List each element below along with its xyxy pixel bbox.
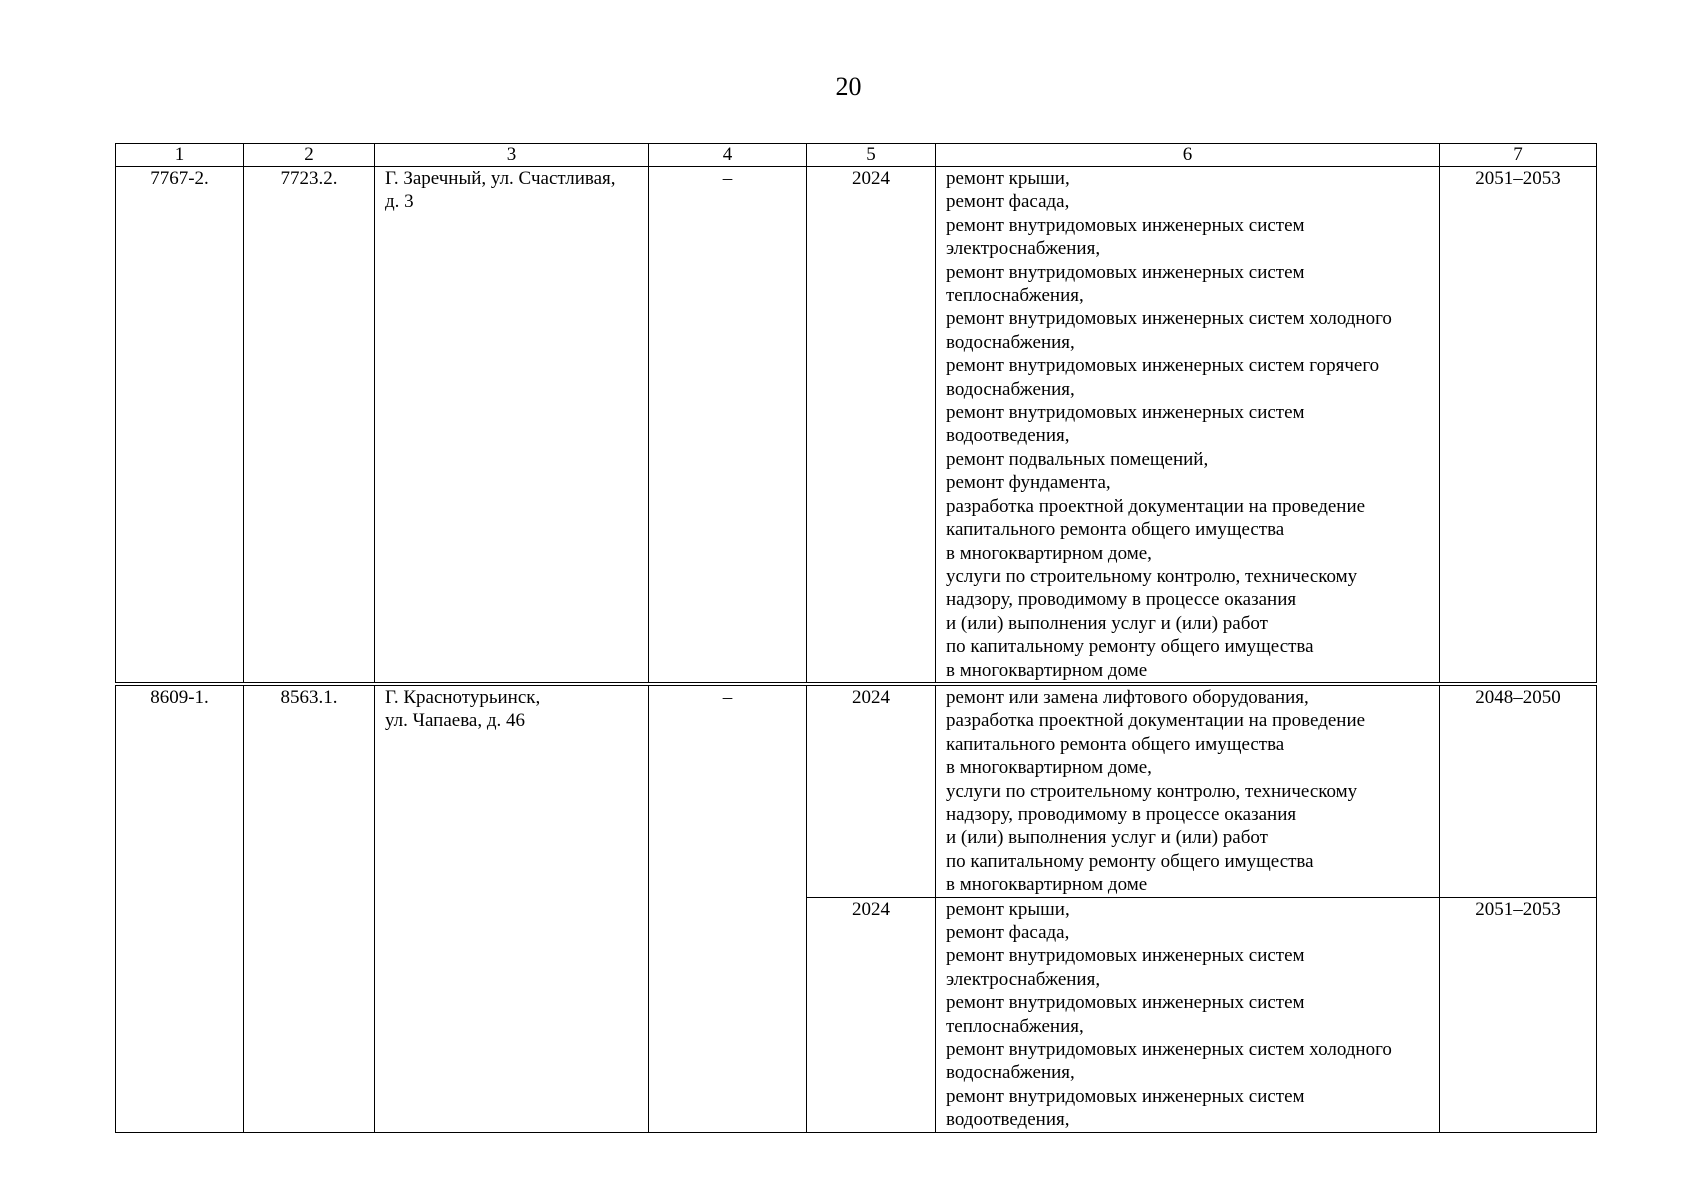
work-item: ремонт внутридомовых инженерных систем холодного <box>946 308 1392 330</box>
work-item: разработка проектной документации на проведение <box>946 495 1366 517</box>
work-item: ремонт крыши, <box>946 898 1070 920</box>
work-item: ремонт крыши, <box>946 168 1070 189</box>
column-header: 2 <box>244 144 375 167</box>
period-cell: 2051–2053 <box>1440 167 1597 684</box>
work-item: разработка проектной документации на проведение <box>946 710 1366 732</box>
period-cell: 2051–2053 <box>1440 897 1597 1132</box>
work-item: ремонт или замена лифтового оборудования, <box>946 686 1309 708</box>
work-item: услуги по строительному контролю, техническому <box>946 780 1358 802</box>
work-item: водоотведения, <box>946 425 1070 447</box>
work-item: в многоквартирном доме, <box>946 757 1152 779</box>
table-row <box>116 684 1597 897</box>
work-item: капитального ремонта общего имущества <box>946 519 1285 541</box>
work-item: в многоквартирном доме <box>946 659 1148 681</box>
year-cell: 2024 <box>807 684 936 897</box>
house-number-cell: 8563.1. <box>244 684 375 1132</box>
work-item: электроснабжения, <box>946 238 1101 260</box>
column-header: 6 <box>936 144 1440 167</box>
work-item: надзору, проводимому в процессе оказания <box>946 589 1297 611</box>
works-cell <box>936 684 1440 897</box>
capital-repair-table <box>115 143 1597 1133</box>
column-header: 3 <box>375 144 649 167</box>
period-cell: 2048–2050 <box>1440 684 1597 897</box>
work-item: в многоквартирном доме <box>946 874 1148 896</box>
work-item: и (или) выполнения услуг и (или) работ <box>946 827 1268 849</box>
work-item: ремонт внутридомовых инженерных систем <box>946 402 1305 424</box>
address-cell: Г. Заречный, ул. Счастливая, д. 3 <box>375 167 649 684</box>
work-item: водоснабжения, <box>946 331 1075 353</box>
house-number-cell: 7723.2. <box>244 167 375 684</box>
work-item: водоснабжения, <box>946 1062 1075 1084</box>
work-item: и (или) выполнения услуг и (или) работ <box>946 612 1268 634</box>
work-item: по капитальному ремонту общего имущества <box>946 636 1314 658</box>
work-item: ремонт внутридомовых инженерных систем <box>946 261 1305 283</box>
row-number-cell: 8609-1. <box>116 684 244 1132</box>
column-4-cell: – <box>649 684 807 1132</box>
work-item: надзору, проводимому в процессе оказания <box>946 803 1297 825</box>
work-item: в многоквартирном доме, <box>946 542 1152 564</box>
work-item: по капитальному ремонту общего имущества <box>946 850 1314 872</box>
work-item: услуги по строительному контролю, техническому <box>946 565 1358 587</box>
work-item: капитального ремонта общего имущества <box>946 733 1285 755</box>
column-4-cell: – <box>649 167 807 684</box>
work-item: ремонт фасада, <box>946 191 1070 213</box>
work-item: водоотведения, <box>946 1109 1070 1131</box>
column-header: 5 <box>807 144 936 167</box>
work-item: ремонт фундамента, <box>946 472 1111 494</box>
column-header: 7 <box>1440 144 1597 167</box>
work-item: теплоснабжения, <box>946 285 1084 307</box>
work-item: ремонт внутридомовых инженерных систем <box>946 945 1305 967</box>
work-item: теплоснабжения, <box>946 1015 1084 1037</box>
work-item: ремонт внутридомовых инженерных систем холодного <box>946 1039 1392 1061</box>
works-cell <box>936 167 1440 684</box>
address-cell: Г. Краснотурьинск, ул. Чапаева, д. 46 <box>375 684 649 1132</box>
work-item: электроснабжения, <box>946 968 1101 990</box>
year-cell: 2024 <box>807 167 936 684</box>
row-number-cell: 7767-2. <box>116 167 244 684</box>
table-row <box>116 167 1597 684</box>
table-header-row <box>116 144 1597 167</box>
work-item: ремонт фасада, <box>946 922 1070 943</box>
column-header: 1 <box>116 144 244 167</box>
year-cell: 2024 <box>807 897 936 1132</box>
work-item: ремонт внутридомовых инженерных систем <box>946 1085 1305 1107</box>
column-header: 4 <box>649 144 807 167</box>
work-item: ремонт внутридомовых инженерных систем <box>946 992 1305 1014</box>
work-item: ремонт внутридомовых инженерных систем горячего <box>946 355 1380 377</box>
page-number: 20 <box>835 72 862 101</box>
work-item: водоснабжения, <box>946 378 1075 400</box>
work-item: ремонт подвальных помещений, <box>946 448 1209 470</box>
work-item: ремонт внутридомовых инженерных систем <box>946 214 1305 236</box>
works-cell <box>936 897 1440 1132</box>
